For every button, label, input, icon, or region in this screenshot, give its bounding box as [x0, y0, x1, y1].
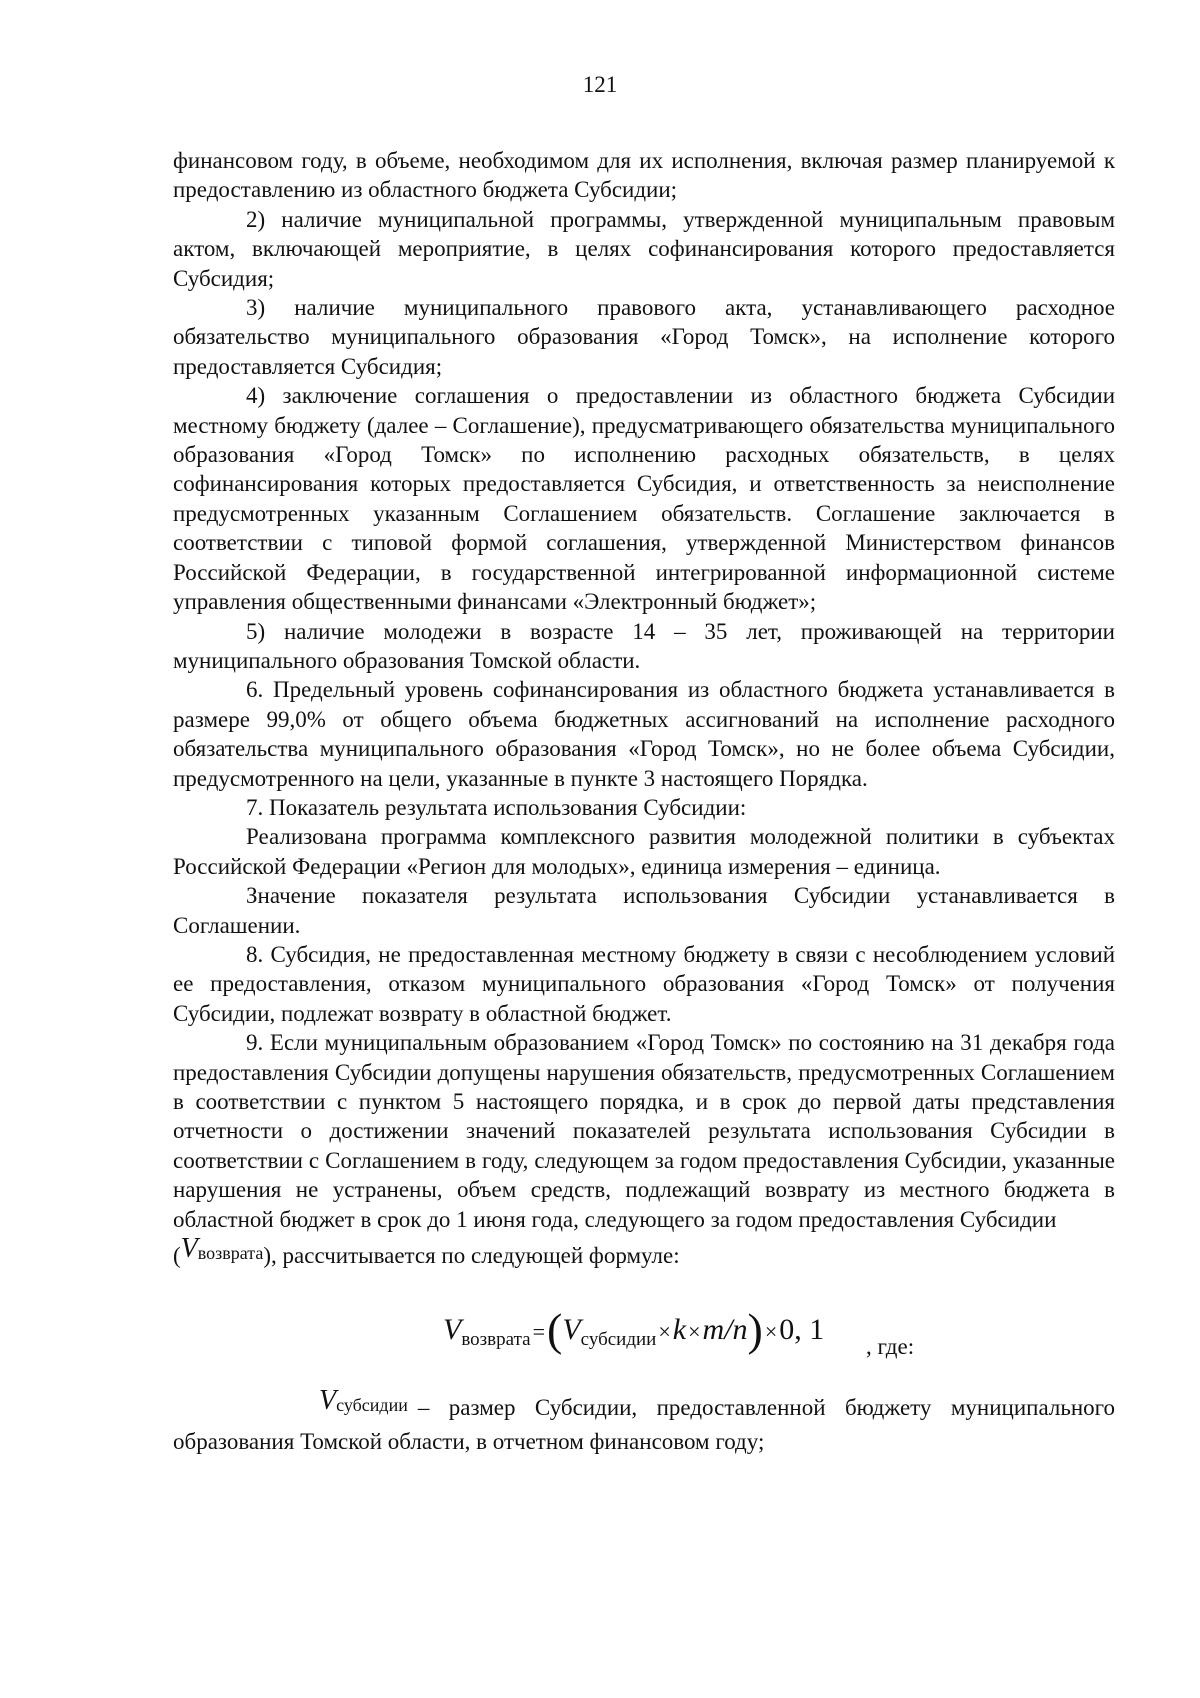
times-sign: ×	[658, 1319, 671, 1345]
formula-m: m	[702, 1313, 725, 1347]
formula-intro: ), рассчитывается по следующей формуле:	[263, 1243, 680, 1269]
formula-reference-line	[173, 1233, 1115, 1274]
variable-subscript: возврата	[197, 1243, 264, 1264]
formula-slash: /	[724, 1313, 733, 1347]
inline-variable	[181, 1234, 264, 1268]
definition-text: – размер Субсидии, предоставленной бюджету муниципального образования Томской области, в отчетном финансовом году;	[173, 1395, 1115, 1454]
paragraph: 9. Если муниципальным образованием «Город Томск» по состоянию на 31 декабря года предоставления Субсидии допущены нарушения обязательств, предусмотренных Соглашением в соответствии с пунктом 5 настоящего порядка, и в срок до первой даты представления отчетности о достижении значений показателей результата использования Субсидии в соответствии с Соглашением в году, следующем за годом предоставления Субсидии, указанные нарушения не устранены, объем средств, подлежащий возврату из местного бюджета в областной бюджет в срок до 1 июня года, следующего за годом предоставления Субсидии	[173, 1030, 1115, 1232]
paragraph: финансовом году, в объеме, необходимом для их исполнения, включая размер планируемой к предоставлению из областного бюджета Субсидии;	[173, 148, 1115, 203]
times-sign: ×	[764, 1319, 778, 1345]
variable-subscript: субсидии	[336, 1395, 408, 1416]
times-sign: ×	[688, 1319, 701, 1345]
document-body	[173, 146, 1115, 1456]
definition-variable	[246, 1386, 408, 1420]
page-number: 121	[582, 72, 618, 97]
formula-close-paren: )	[747, 1304, 763, 1356]
formula-lhs-subscript: возврата	[461, 1329, 531, 1351]
formula-k: k	[672, 1313, 687, 1347]
paragraph: 7. Показатель результата использования Субсидии:	[246, 794, 747, 820]
paragraph: 3) наличие муниципального правового акта, устанавливающего расходное обязательство муниципального образования «Город Томск», на исполнение которого предоставляется Субсидия;	[173, 295, 1115, 379]
paragraph: 2) наличие муниципальной программы, утвержденной муниципальным правовым актом, включающей мероприятие, в целях софинансирования которого предоставляется Субсидия;	[173, 206, 1115, 291]
paragraph: 6. Предельный уровень софинансирования из областного бюджета устанавливается в размере 99,0% от общего объема бюджетных ассигнований на исполнение расходного обязательства муниципального образования «Город Томск», но не более объема Субсидии, предусмотренного на цели, указанные в пункте 3 настоящего Порядка.	[173, 677, 1115, 791]
paragraph: 8. Субсидия, не предоставленная местному бюджету в связи с несоблюдением условий ее предоставления, отказом муниципального образования «Город Томск» от получения Субсидии, подлежат возврату в областной бюджет.	[173, 941, 1115, 1026]
equals-sign: =	[532, 1319, 545, 1345]
paragraph: 4) заключение соглашения о предоставлении из областного бюджета Субсидии местному бюджету (далее – Соглашение), предусматривающего обязательства муниципального образования «Город Томск» по исполнению расходных обязательств, в целях софинансирования которых предоставляется Субсидия, и ответственность за неисполнение предусмотренных указанным Соглашением обязательств. Соглашение заключается в соответствии с типовой формой соглашения, утвержденной Министерством финансов Российской Федерации, в государственной интегрированной информационной системе управления общественными финансами «Электронный бюджет»;	[173, 383, 1115, 615]
definition-paragraph	[173, 1385, 1115, 1456]
formula-v-symbol: V	[562, 1313, 581, 1347]
variable-symbol: V	[180, 1233, 198, 1265]
paragraph: 5) наличие молодежи в возрасте 14 – 35 лет, проживающей на территории муниципального образования Томской области.	[173, 618, 1115, 673]
open-paren: (	[173, 1243, 181, 1269]
formula-v-subscript: субсидии	[580, 1329, 657, 1351]
formula-block	[173, 1292, 1115, 1392]
variable-symbol: V	[319, 1385, 337, 1417]
formula-lhs-symbol: V	[443, 1313, 462, 1347]
formula-where: , где:	[866, 1334, 915, 1360]
formula-open-paren: (	[546, 1304, 563, 1356]
formula-coefficient: 0, 1	[779, 1313, 825, 1347]
refund-formula	[443, 1304, 825, 1360]
paragraph: Значение показателя результата использования Субсидии устанавливается в Соглашении.	[173, 883, 1115, 938]
paragraph: Реализована программа комплексного развития молодежной политики в субъектах Российской Федерации «Регион для молодых», единица измерения – единица.	[173, 824, 1115, 879]
formula-n: n	[732, 1313, 748, 1347]
